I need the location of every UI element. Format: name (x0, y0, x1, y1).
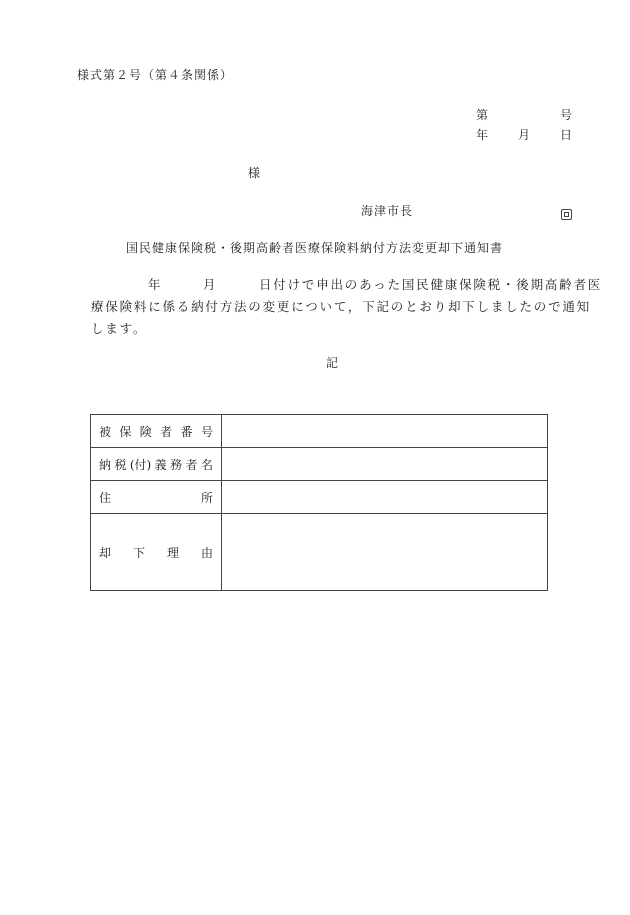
address-label: 住 所 (99, 490, 213, 505)
insured-number-value (222, 415, 548, 448)
document-number-suffix: 号 (560, 108, 573, 122)
form-number: 様式第２号（第４条関係） (77, 68, 234, 82)
details-table (90, 414, 548, 591)
document-title: 国民健康保険税・後期高齢者医療保険料納付方法変更却下通知書 (126, 241, 504, 255)
date-day-label: 日 (560, 128, 573, 142)
seal-icon (561, 205, 572, 224)
table-row (91, 514, 548, 591)
ki-heading: 記 (326, 356, 339, 370)
document-number-prefix: 第 (476, 108, 489, 122)
table-row (91, 415, 548, 448)
address-value (222, 481, 548, 514)
addressee-suffix: 様 (248, 166, 261, 180)
body-date-year: 年 (148, 277, 163, 292)
table-row (91, 481, 548, 514)
rejection-reason-label: 却 下 理 由 (99, 545, 213, 560)
taxpayer-name-value (222, 448, 548, 481)
body-line-2: 療保険料に係る納付方法の変更について，下記のとおり却下しましたので通知 (91, 299, 592, 314)
date-year-label: 年 (476, 128, 489, 142)
rejection-reason-value (222, 514, 548, 591)
body-date-month: 月 (203, 277, 218, 292)
date-month-label: 月 (518, 128, 531, 142)
issuer-title: 海津市長 (361, 204, 414, 218)
table-row (91, 448, 548, 481)
body-line-3: します。 (91, 321, 148, 336)
insured-number-label: 被 保 険 者 番 号 (99, 424, 213, 439)
body-line-1: 日付けで申出のあった国民健康保険税・後期高齢者医 (259, 277, 603, 292)
taxpayer-name-label: 納 税 (付) 義 務 者 名 (99, 457, 213, 472)
